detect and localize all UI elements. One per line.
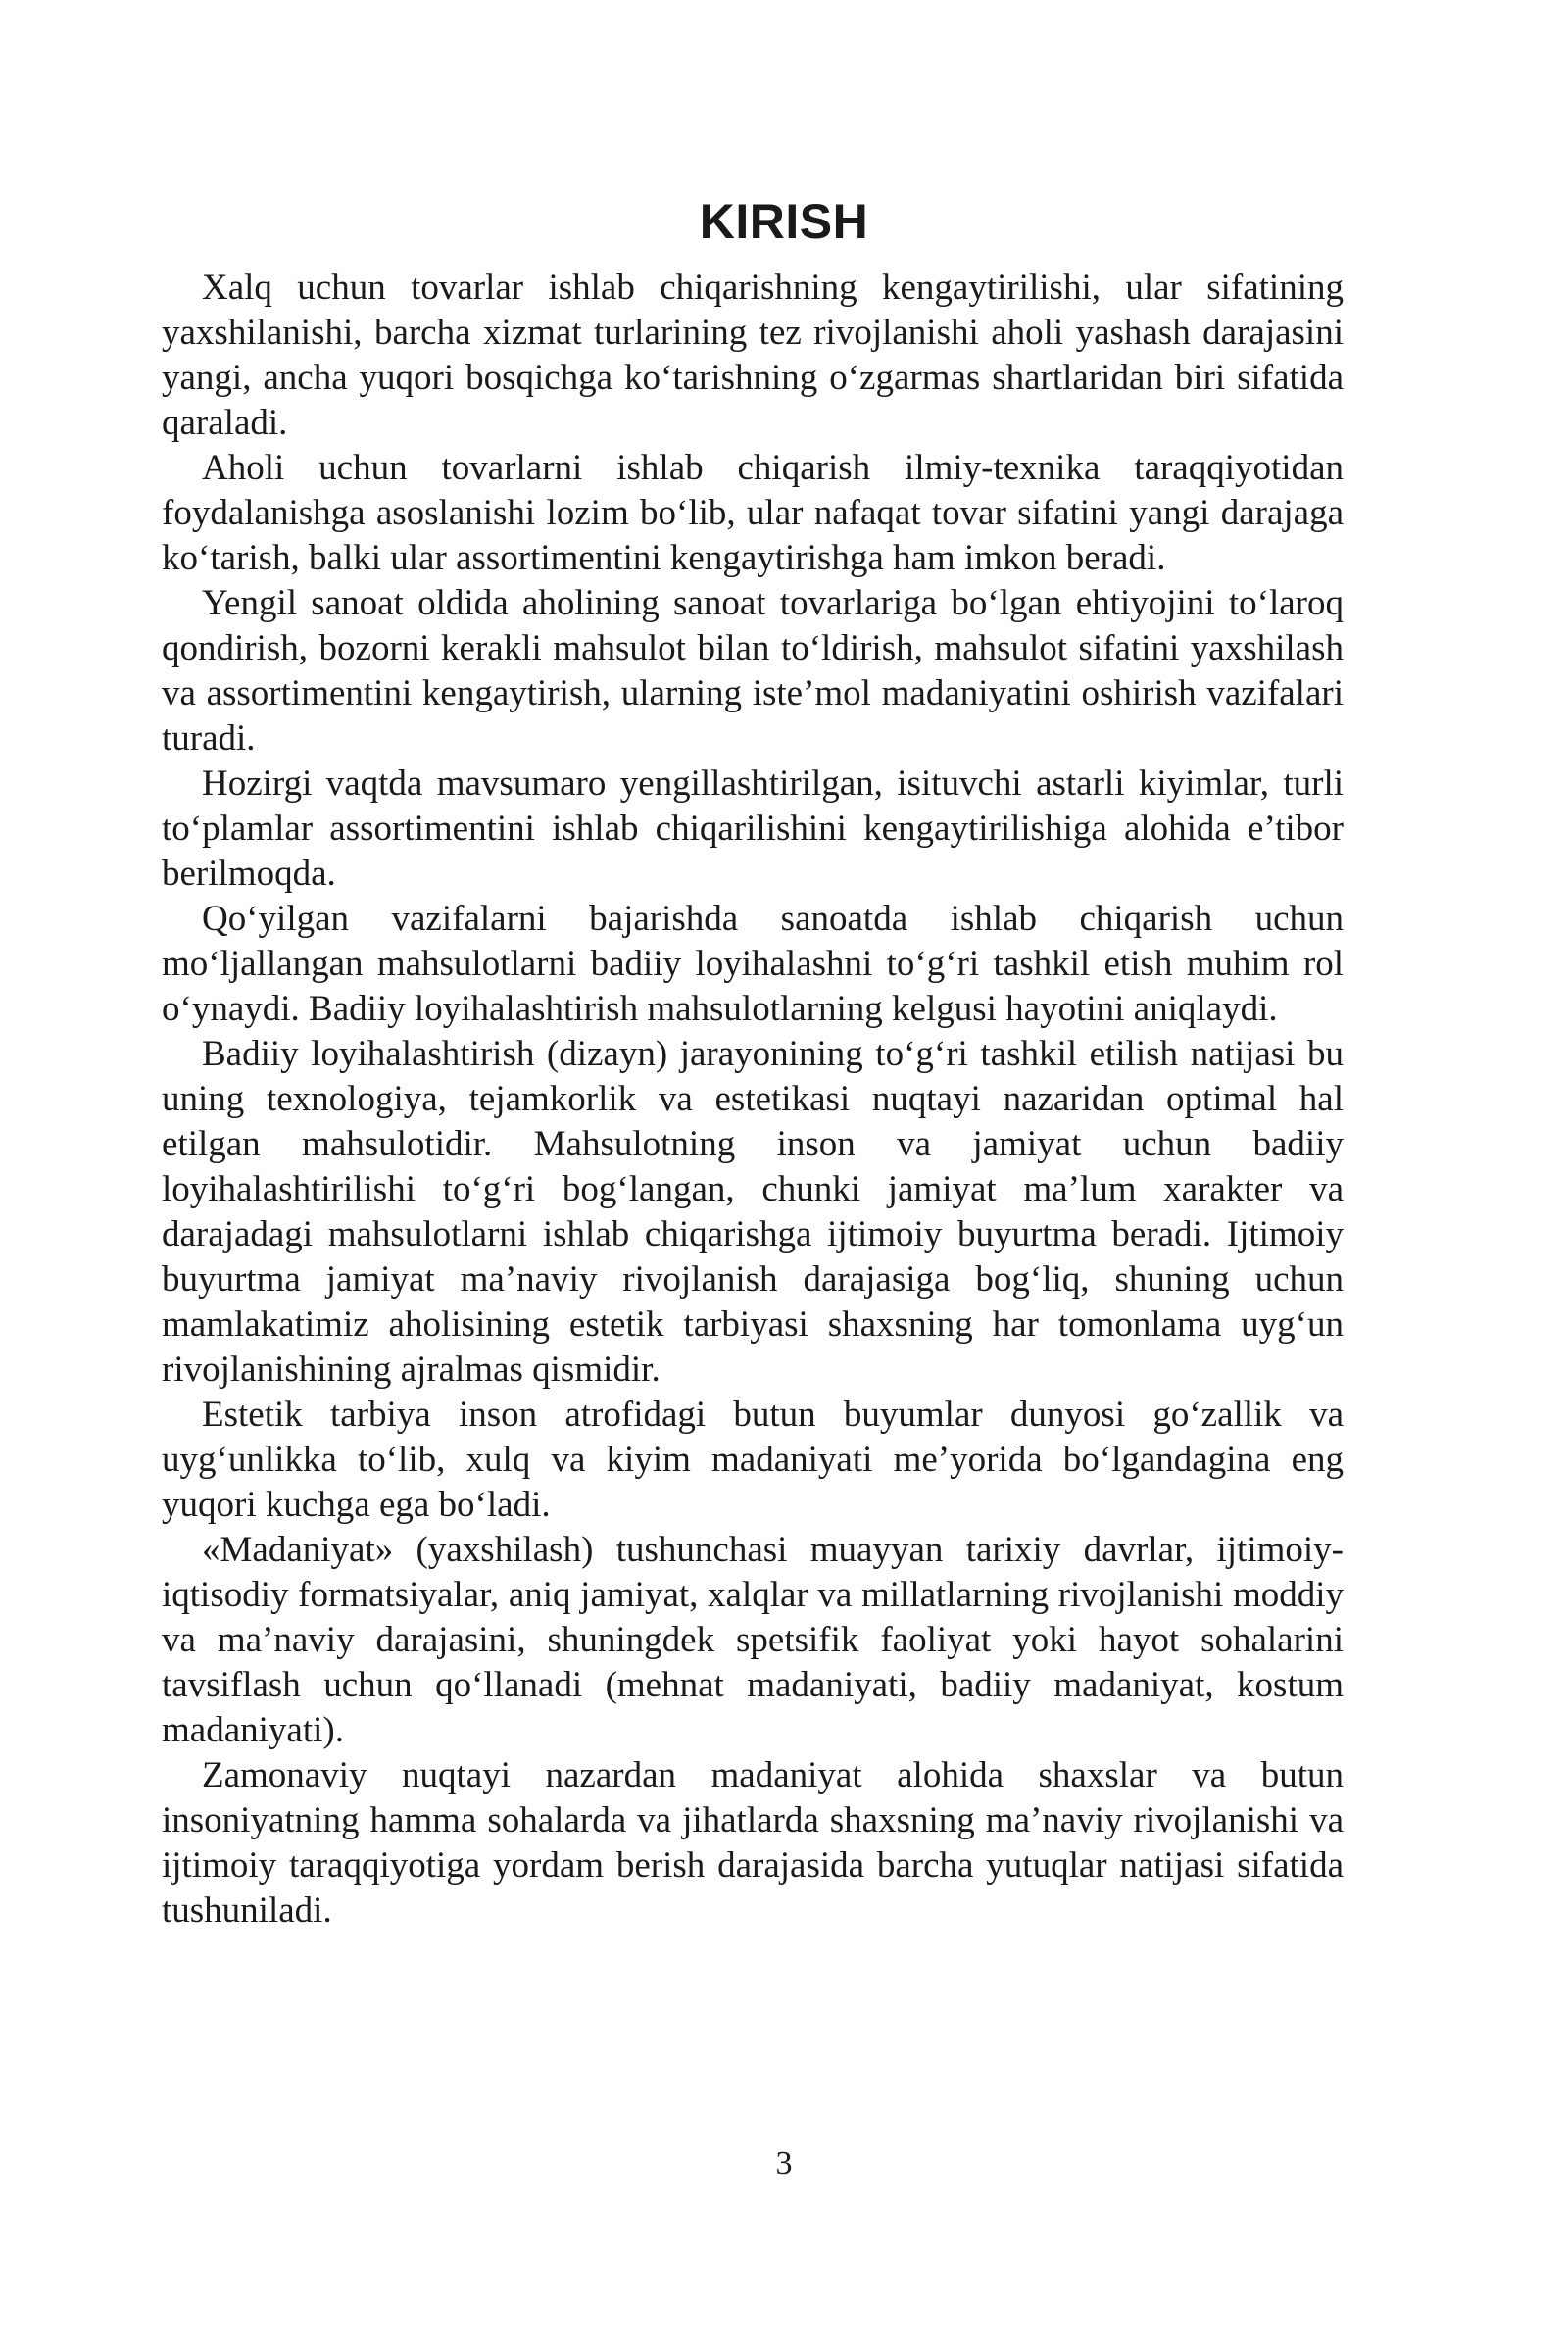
body-text [162,266,1344,1934]
paragraph: Aholi uchun tovarlarni ishlab chiqarish ilmiy-texnika taraqqiyotidan foydalanishga asoslanishi lozim bo‘lib, ular nafaqat tovar sifatini yangi darajaga ko‘tarish, balki ular assortimentini kengaytirishga ham imkon beradi. [162,448,1344,578]
paragraph: Hozirgi vaqtda mavsumaro yengillashtirilgan, isituvchi astarli kiyimlar, turli to‘plamlar assortimentini ishlab chiqarilishini kengaytirilishiga alohida e’tibor berilmoqda. [162,763,1344,894]
paragraph: «Madaniyat» (yaxshilash) tushunchasi muayyan tarixiy davrlar, ijtimoiy-iqtisodiy formatsiyalar, aniq jamiyat, xalqlar va millatlarning rivojlanishi moddiy va ma’naviy darajasini, shuningdek spetsifik faoliyat yoki hayot sohalarini tavsiflash uchun qo‘llanadi (mehnat madaniyati, badiiy madaniyat, kostum madaniyati). [162,1530,1344,1750]
paragraph: Badiiy loyihalashtirish (dizayn) jarayonining to‘g‘ri tashkil etilish natijasi bu uning texnologiya, tejamkorlik va estetikasi nuqtayi nazaridan optimal hal etilgan mahsulotidir. Mahsulotning inson va jamiyat uchun badiiy loyihalashtirilishi to‘g‘ri bog‘langan, chunki jamiyat ma’lum xarakter va darajadagi mahsulotlarni ishlab chiqarishga ijtimoiy buyurtma beradi. Ijtimoiy buyurtma jamiyat ma’naviy rivojlanish darajasiga bog‘liq, shuning uchun mamlakatimiz aholisining estetik tarbiyasi shaxsning har tomonlama uyg‘un rivojlanishining ajralmas qismidir. [162,1034,1344,1390]
chapter-title: KIRISH [699,194,869,249]
paragraph: Yengil sanoat oldida aholining sanoat tovarlariga bo‘lgan ehtiyojini to‘laroq qondirish, bozorni kerakli mahsulot bilan to‘ldirish, mahsulot sifatini yaxshilash va assortimentini kengaytirish, ularning iste’mol madaniyatini oshirish vazifalari turadi. [162,583,1344,759]
paragraph: Estetik tarbiya inson atrofidagi butun buyumlar dunyosi go‘zallik va uyg‘unlikka to‘lib, xulq va kiyim madaniyati me’yorida bo‘lgandagina eng yuqori kuchga ega bo‘ladi. [162,1395,1344,1525]
paragraph: Zamonaviy nuqtayi nazardan madaniyat alohida shaxslar va butun insoniyatning hamma sohalarda va jihatlarda shaxsning ma’naviy rivojlanishi va ijtimoiy taraqqiyotiga yordam berish darajasida barcha yutuqlar natijasi sifatida tushuniladi. [162,1755,1344,1931]
page-number: 3 [775,2145,793,2181]
paragraph: Xalq uchun tovarlar ishlab chiqarishning kengaytirilishi, ular sifatining yaxshilanishi, barcha xizmat turlarining tez rivojlanishi aholi yashash darajasini yangi, ancha yuqori bosqichga ko‘tarishning o‘zgarmas shartlaridan biri sifatida qaraladi. [162,268,1344,443]
paragraph: Qo‘yilgan vazifalarni bajarishda sanoatda ishlab chiqarish uchun mo‘ljallangan mahsulotlarni badiiy loyihalashni to‘g‘ri tashkil etish muhim rol o‘ynaydi. Badiiy loyihalashtirish mahsulotlarning kelgusi hayotini aniqlaydi. [162,899,1344,1029]
